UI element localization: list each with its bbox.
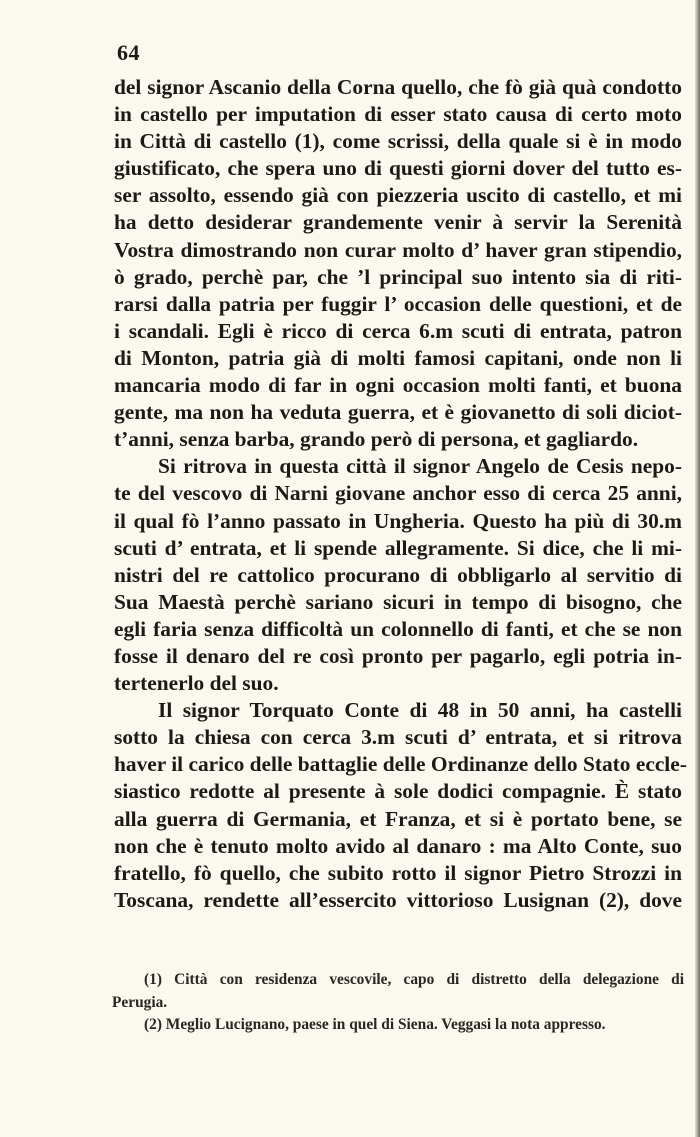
text-line: sotto la chiesa con cerca 3.m scuti d’ entrata, et si ritrova [114,725,682,750]
text-line: i scandali. Egli è ricco di cerca 6.m scuti di entrata, patron [114,318,682,343]
text-line: gente, ma non ha veduta guerra, et è giovanetto di soli diciot- [114,400,682,425]
text-line: haver il carico delle battaglie delle Ordinanze dello Stato eccle- [114,752,687,777]
footnote-line: (2) Meglio Lucignano, paese in quel di Siena. Veggasi la nota appresso. [144,1016,606,1033]
text-line: del signor Ascanio della Corna quello, che fò già quà condotto [114,75,682,99]
text-line: giustificato, che spera uno di questi giorni dover del tutto es- [114,156,682,181]
text-line: ò grado, perchè par, che ’l principal suo intento sia di riti- [114,264,682,289]
page-number: 64 [117,40,140,65]
text-line: di Monton, patria già di molti famosi capitani, onde non li [114,345,682,370]
text-line: rarsi dalla patria per fuggir l’ occasion delle questioni, et de [114,291,682,316]
text-line: alla guerra di Germania, et Franza, et si è portato bene, se [114,806,682,831]
text-line: Si ritrova in questa città il signor Angelo de Cesis nepo- [158,454,682,479]
body-text [114,74,687,914]
text-line: in castello per imputation di esser stato causa di certo moto [114,102,682,127]
text-line: tertenerlo del suo. [114,671,279,696]
text-line: nistri del re cattolico procurano di obbligarlo al servitio di [114,562,682,587]
footnotes [112,969,684,1037]
text-line: Il signor Torquato Conte di 48 in 50 anni, ha castelli [158,698,682,723]
text-line: fratello, fò quello, che subito rotto il signor Pietro Strozzi in [114,860,682,885]
page-edge [695,0,700,1137]
text-line: te del vescovo di Narni giovane anchor esso di cerca 25 anni, [114,481,682,506]
text-line: Toscana, rendette all’essercito vittorioso Lusignan (2), dove [114,887,682,912]
text-line: il qual fò l’anno passato in Ungheria. Questo ha più di 30.m [114,508,682,533]
text-line: siastico redotte al presente à sole dodici compagnie. È stato [114,779,682,804]
text-line: egli faria senza difficoltà un colonnello di fanti, et che se non [114,616,682,641]
text-line: Sua Maestà perchè sariano sicuri in tempo di bisogno, che [114,589,682,614]
text-line: ser assolto, essendo già con piezzeria uscito di castello, et mi [114,183,682,208]
text-line: ha detto desiderar grandemente venir à servir la Serenità [114,210,682,235]
text-line: non che è tenuto molto avido al danaro : ma Alto Conte, suo [114,833,682,858]
footnote-line: (1) Città con residenza vescovile, capo di distretto della delegazione di [144,971,684,988]
text-line: mancaria modo di far in ogni occasion molti fanti, et buona [114,373,682,398]
text-line: t’anni, senza barba, grando però di persona, et gagliardo. [114,427,639,452]
text-line: scuti d’ entrata, et li spende allegramente. Si dice, che li mi- [114,535,682,560]
text-line: Vostra dimostrando non curar molto d’ haver gran stipendio, [114,237,682,262]
footnote-line: Perugia. [112,993,168,1011]
text-line: in Città di castello (1), come scrissi, della quale si è in modo [114,129,682,154]
text-line: fosse il denaro del re così pronto per pagarlo, egli potria in- [114,643,682,668]
